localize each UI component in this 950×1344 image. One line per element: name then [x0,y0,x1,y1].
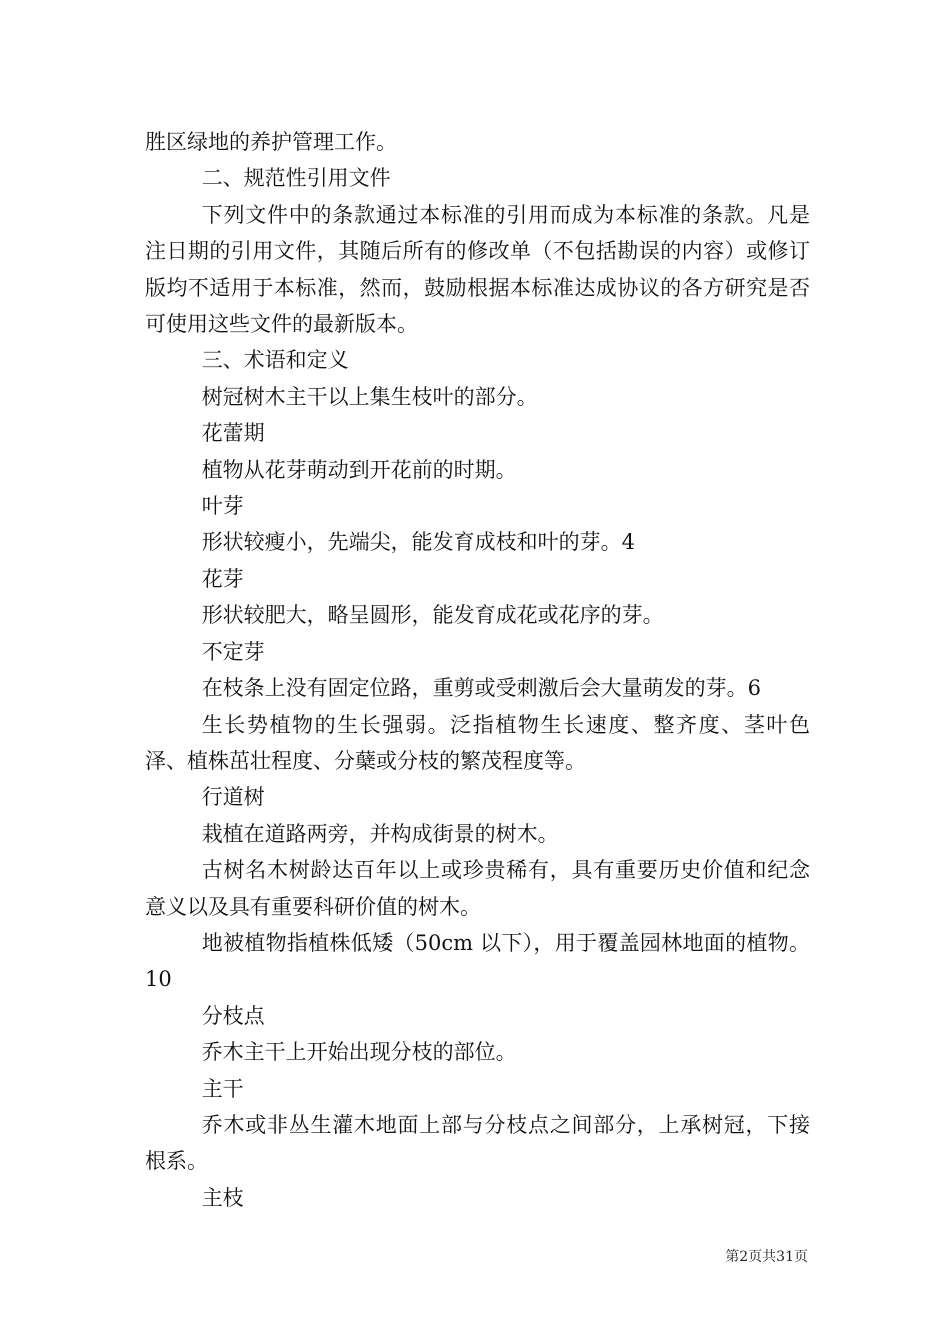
document-body [145,124,810,1216]
paragraph: 下列文件中的条款通过本标准的引用而成为本标准的条款。凡是注日期的引用文件，其随后所有的修改单（不包括勘误的内容）或修订版均不适用于本标准，然而，鼓励根据本标准达成协议的各方研究是否可使用这些文件的最新版本。 [145,202,810,337]
term-title: 分枝点 [201,1003,265,1028]
definition-text: 乔木主干上开始出现分枝的部位。 [201,1040,517,1065]
definition-text: 古树名木树龄达百年以上或珍贵稀有，具有重要历史价值和纪念意义以及具有重要科研价值的树木。 [145,858,810,919]
definition-text: 生长势植物的生长强弱。泛指植物生长速度、整齐度、茎叶色泽、植株茁壮程度、分蘖或分枝的繁茂程度等。 [145,712,810,773]
term-title: 叶芽 [201,494,244,519]
term-title: 花蕾期 [201,421,265,446]
page-number-footer: 第2页共31页 [725,1249,808,1265]
definition-text: 形状较肥大，略呈圆形，能发育成花或花序的芽。 [201,603,664,628]
paragraph-continuation: 胜区绿地的养护管理工作。 [145,130,397,154]
definition-text: 乔木或非丛生灌木地面上部与分枝点之间部分，上承树冠，下接根系。 [145,1112,810,1174]
section-heading-terms-definitions: 三、术语和定义 [201,348,349,373]
definition-text: 植物从花芽萌动到开花前的时期。 [201,457,517,482]
definition-text: 地被植物指植株低矮（50cm 以下），用于覆盖园林地面的植物。10 [145,930,810,992]
section-heading-normative-references: 二、规范性引用文件 [201,166,391,191]
term-title: 不定芽 [201,639,265,664]
definition-text: 栽植在道路两旁，并构成街景的树木。 [201,821,559,846]
definition-text: 在枝条上没有固定位路，重剪或受刺激后会大量萌发的芽。6 [201,676,762,701]
definition-text: 形状较瘦小，先端尖，能发育成枝和叶的芽。4 [201,530,636,555]
term-title: 行道树 [201,785,265,810]
definition-text: 树冠树木主干以上集生枝叶的部分。 [201,384,538,409]
term-title: 花芽 [201,566,244,591]
term-title: 主枝 [201,1185,244,1210]
term-title: 主干 [201,1076,244,1101]
